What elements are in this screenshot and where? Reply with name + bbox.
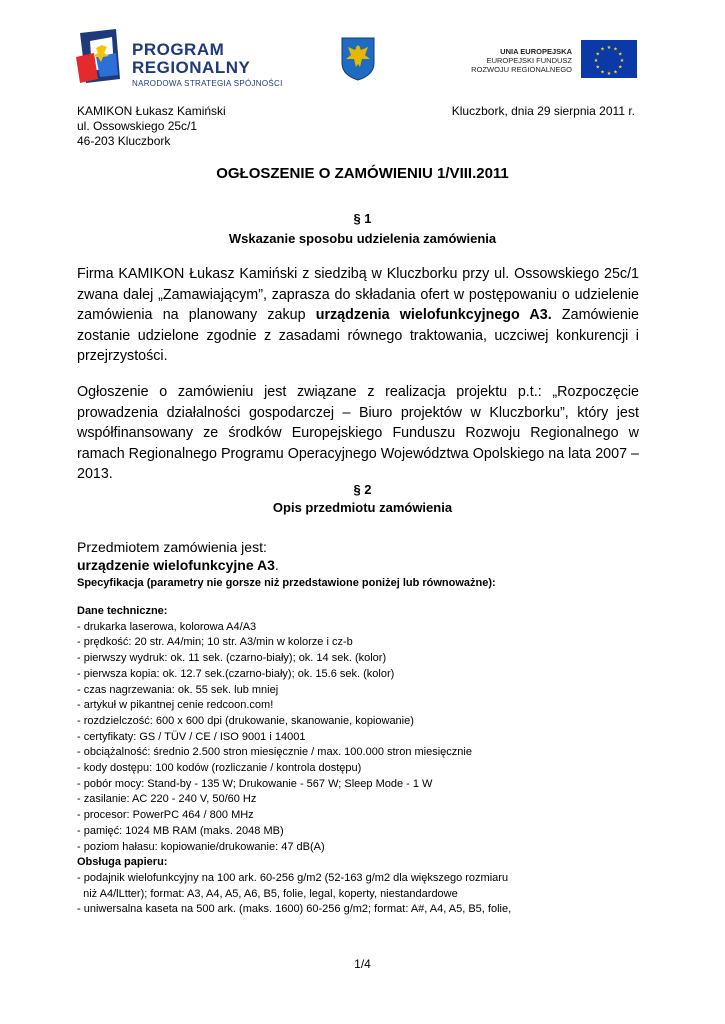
svg-text:★: ★ — [593, 58, 599, 64]
date-line: Kluczbork, dnia 29 sierpnia 2011 r. — [451, 104, 635, 118]
tech-header: Dane techniczne: — [77, 605, 168, 617]
program-title-line1: PROGRAM — [132, 40, 225, 59]
technical-data-list — [77, 604, 677, 918]
section1-heading: Wskazanie sposobu udzielenia zamówienia — [228, 231, 497, 246]
svg-text:★: ★ — [618, 64, 623, 71]
list-item: - certyfikaty: GS / TÜV / CE / ISO 9001 i 14001 — [77, 730, 306, 743]
sender-name: KAMIKON Łukasz Kamiński — [77, 104, 226, 118]
eu-fund-text — [412, 47, 572, 74]
list-item: - obciążalność: średnio 2.500 stron miesięcznie / max. 100.000 stron miesięcznie — [77, 746, 472, 759]
svg-text:★: ★ — [600, 69, 605, 76]
eu-line1: UNIA EUROPEJSKA — [500, 47, 572, 56]
svg-text:★: ★ — [606, 45, 612, 51]
list-item: - pobór mocy: Stand-by - 135 W; Drukowanie - 567 W; Sleep Mode - 1 W — [77, 777, 433, 790]
eu-line2: EUROPEJSKI FUNDUSZ — [486, 56, 572, 65]
list-item: - drukarka laserowa, kolorowa A4/A3 — [77, 620, 257, 633]
para1-text-c: Zamówienie zostanie udzielone zgodnie z zasadami równego traktowania, uczciwej konkurencji i przejrzystości. — [77, 307, 639, 364]
list-item: - procesor: PowerPC 464 / 800 MHz — [77, 809, 254, 822]
specification-note: Specyfikacja (parametry nie gorsze niż przedstawione poniżej lub równoważne): — [77, 577, 496, 589]
list-item: - rozdzielczość: 600 x 600 dpi (drukowanie, skanowanie, kopiowanie) — [77, 714, 414, 727]
section2-heading: Opis przedmiotu zamówienia — [272, 500, 453, 515]
svg-text:★: ★ — [606, 71, 612, 77]
list-item: - artykuł w pikantnej cenie redcoon.com! — [77, 699, 274, 712]
eu-line3: ROZWOJU REGIONALNEGO — [471, 65, 572, 74]
program-title-line2: REGIONALNY — [132, 58, 251, 77]
section1-paragraph1 — [77, 264, 639, 367]
list-item: - zasilanie: AC 220 - 240 V, 50/60 Hz — [77, 793, 257, 806]
para1-text-a: Firma KAMIKON Łukasz Kamiński z siedzibą w Kluczborku przy ul. Ossowskiego 25c/1 zwana dalej „Zamawiającym”, zaprasza do składania ofert w postępowaniu o udzielenie zamówienia na planowany zakup — [77, 266, 639, 323]
program-regionalny-logo — [76, 27, 291, 89]
page-number: 1/4 — [354, 957, 371, 971]
list-item: - pierwszy wydruk: ok. 11 sek. (czarno-biały); ok. 14 sek. (kolor) — [77, 652, 387, 665]
svg-text:★: ★ — [595, 64, 600, 71]
subject-value — [77, 557, 279, 573]
list-item: - poziom hałasu: kopiowanie/drukowanie: 47 dB(A) — [77, 840, 325, 853]
para1-text-bold: urządzenia wielofunkcyjnego A3. — [315, 307, 552, 323]
list-item: - uniwersalna kaseta na 500 ark. (maks. 1600) 60-256 g/m2; format: A#, A4, A5, B5, folie, — [77, 903, 512, 916]
eu-flag-icon — [581, 40, 637, 78]
list-item: - pierwsza kopia: ok. 12.7 sek.(czarno-biały); ok. 15.6 sek. (kolor) — [77, 667, 395, 680]
subject-value-dot: . — [274, 557, 279, 573]
svg-text:★: ★ — [618, 51, 623, 58]
list-item: - prędkość: 20 str. A4/min; 10 str. A3/min w kolorze i cz-b — [77, 636, 353, 649]
subject-label: Przedmiotem zamówienia jest: — [77, 539, 267, 555]
document-title: OGŁOSZENIE O ZAMÓWIENIU 1/VIII.2011 — [216, 165, 509, 182]
section1-number: § 1 — [353, 211, 372, 226]
paper-header: Obsługa papieru: — [77, 856, 168, 869]
program-subtitle: NARODOWA STRATEGIA SPÓJNOŚCI — [132, 79, 283, 88]
svg-text:★: ★ — [595, 51, 600, 58]
sender-address — [77, 104, 226, 149]
opolskie-crest-icon — [341, 37, 375, 81]
svg-text:★: ★ — [613, 69, 618, 76]
subject-value-bold: urządzenie wielofunkcyjne A3 — [77, 557, 275, 573]
list-item: - czas nagrzewania: ok. 55 sek. lub mniej — [77, 683, 279, 696]
list-item: - kody dostępu: 100 kodów (rozliczanie / kontrola dostępu) — [77, 762, 362, 775]
list-item: - podajnik wielofunkcyjny na 100 ark. 60-256 g/m2 (52-163 g/m2 dla większego rozmiaru — [77, 871, 509, 884]
svg-text:★: ★ — [613, 46, 618, 53]
sender-city: 46-203 Kluczbork — [77, 134, 171, 148]
list-item: - pamięć: 1024 MB RAM (maks. 2048 MB) — [77, 824, 284, 837]
program-logo-icon — [76, 27, 122, 85]
svg-text:★: ★ — [600, 46, 605, 53]
list-item: niż A4/lLtter); format: A3, A4, A5, A6, B5, folie, legal, koperty, niestandardowe — [77, 887, 458, 900]
sender-street: ul. Ossowskiego 25c/1 — [77, 119, 198, 133]
section1-paragraph2: Ogłoszenie o zamówieniu jest związane z realizacja projektu p.t.: „Rozpoczęcie prowadzenia działalności gospodarczej – Biuro projektów w Kluczborku”, który jest współfinansowany ze środków Europejskiego Funduszu Rozwoju Regionalnego w ramach Regionalnego Programu Operacyjnego Województwa Opolskiego na lata 2007 – 2013. — [77, 384, 639, 482]
section2-number: § 2 — [353, 482, 372, 497]
svg-text:★: ★ — [619, 58, 625, 64]
